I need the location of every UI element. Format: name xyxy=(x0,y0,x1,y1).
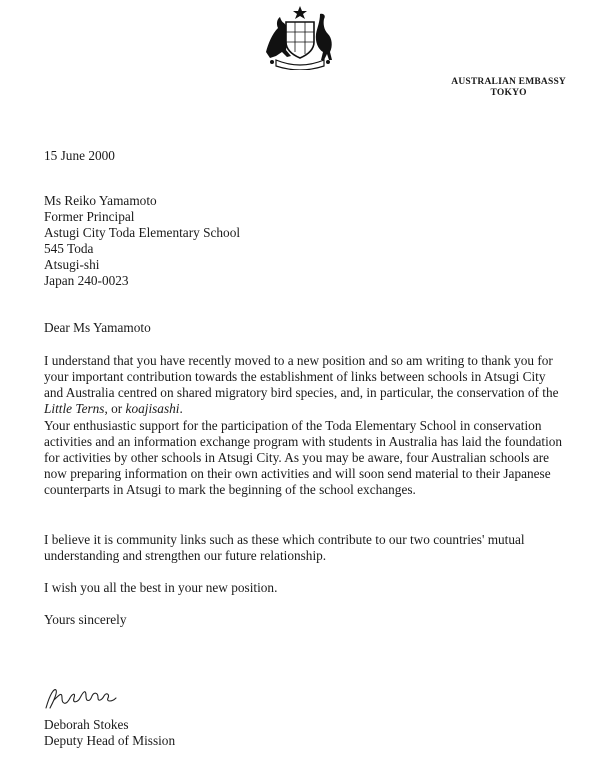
signer-name: Deborah Stokes xyxy=(44,717,129,732)
recipient-address xyxy=(44,193,564,289)
letter-date: 15 June 2000 xyxy=(44,148,115,163)
signer-block xyxy=(44,717,564,749)
paragraph-1 xyxy=(44,353,564,417)
paragraph-4: I wish you all the best in your new position. xyxy=(44,580,278,595)
recipient-school: Astugi City Toda Elementary School xyxy=(44,225,241,240)
closing: Yours sincerely xyxy=(44,612,127,627)
paragraph-2: Your enthusiastic support for the participation of the Toda Elementary School in conservation activities and an information exchange program with students in Australia has laid the foundation for activities by other schools in Atsugi City. As you may be aware, four Australian schools are now preparing information on their own activities and will soon send material to their Japanese counterparts in Atsugi to mark the beginning of the school exchanges. xyxy=(44,418,563,497)
paragraph-3: I believe it is community links such as these which contribute to our two countries' mutual understanding and strengthen our future relationship. xyxy=(44,532,525,563)
handwritten-signature xyxy=(40,684,140,714)
paragraph-1-middle: , or xyxy=(104,401,126,416)
species-name: Little Terns xyxy=(44,401,105,416)
japanese-species-name: koajisashi xyxy=(125,401,180,416)
recipient-country: Japan 240-0023 xyxy=(44,273,129,288)
recipient-street: 545 Toda xyxy=(44,241,94,256)
embassy-name: AUSTRALIAN EMBASSY xyxy=(451,77,566,87)
recipient-title: Former Principal xyxy=(44,209,135,224)
signer-position: Deputy Head of Mission xyxy=(44,733,176,748)
paragraph-1-text: I understand that you have recently moved to a new position and so am writing to thank you for your important contribution towards the establishment of links between schools in Atsugi City and Australia centred on shared migratory bird species, and, in particular, the conservation of the xyxy=(44,353,559,400)
recipient-name: Ms Reiko Yamamoto xyxy=(44,193,157,208)
recipient-city: Atsugi-shi xyxy=(44,257,100,272)
paragraph-1-end: . xyxy=(179,401,183,416)
embassy-letterhead xyxy=(451,77,566,99)
embassy-city: TOKYO xyxy=(490,88,527,98)
australian-coat-of-arms-icon xyxy=(258,4,342,70)
salutation: Dear Ms Yamamoto xyxy=(44,320,151,335)
